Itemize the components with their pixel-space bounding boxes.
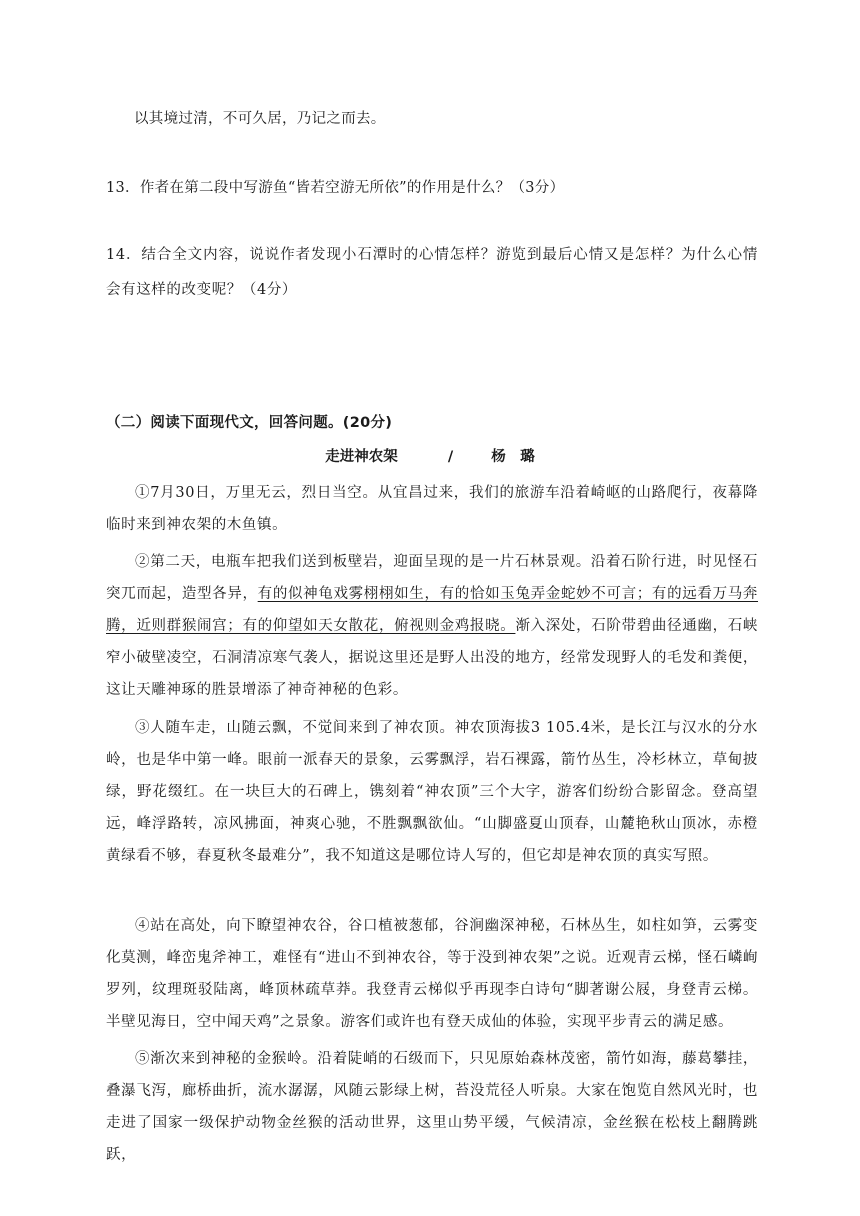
- article-title: 走进神农架: [325, 449, 398, 465]
- article-title-line: [0, 447, 860, 467]
- question-13: 13．作者在第二段中写游鱼“皆若空游无所依”的作用是什么？（3分）: [106, 180, 565, 196]
- section-heading: （二）阅读下面现代文，回答问题。(20分): [106, 415, 393, 431]
- paragraph-2: [106, 546, 758, 706]
- question-14: 14．结合全文内容，说说作者发现小石潭时的心情怎样？游览到最后心情又是怎样？为什么心情会有这样的改变呢？（4分）: [106, 247, 758, 298]
- title-separator: /: [447, 449, 454, 465]
- paragraph-4: ④站在高处，向下瞭望神农谷，谷口植被葱郁，谷涧幽深神秘，石林丛生，如柱如笋，云雾变化莫测，峰峦鬼斧神工，难怪有“进山不到神农谷，等于没到神农架”之说。近观青云梯，怪石嶙峋罗列，纹理斑驳陆离，峰顶林疏草莽。我登青云梯似乎再现李白诗句“脚著谢公屐，身登青云梯。半壁见海日，空中闻天鸡”之景象。游客们或许也有登天成仙的体验，实现平步青云的满足感。: [106, 918, 758, 1030]
- paragraph-2-end: 渐入深处，石阶带碧曲径通幽，石峡窄小破壁凌空，石洞清凉寒气袭人，据说这里还是野人出没的地方，经常发现野人的毛发和粪便，这让天雕神琢的胜景增添了神奇神秘的色彩。: [106, 618, 758, 698]
- lead-line: 以其境过清，不可久居，乃记之而去。: [134, 111, 386, 127]
- paragraph-2-start: ②第二天，电瓶车把我们送到板壁岩，迎面呈现的是一片石林景观。沿着石阶行进，时见怪石突兀而起，造型各异，: [106, 554, 758, 602]
- paragraph-5: ⑤渐次来到神秘的金猴岭。沿着陡峭的石级而下，只见原始森林茂密，箭竹如海，藤葛攀挂，叠瀑飞泻，廊桥曲折，流水潺潺，风随云影绿上树，苔没荒径人听泉。大家在饱览自然风光时，也走进了国家一级保护动物金丝猴的活动世界，这里山势平缓，气候清凉，金丝猴在松枝上翻腾跳跃，: [106, 1051, 758, 1163]
- article-author: 杨 璐: [491, 449, 535, 465]
- paragraph-1: ①7月30日，万里无云，烈日当空。从宜昌过来，我们的旅游车沿着崎岖的山路爬行，夜幕降临时来到神农架的木鱼镇。: [106, 485, 758, 533]
- paragraph-3: ③人随车走，山随云飘，不觉间来到了神农顶。神农顶海拔3 105.4米，是长江与汉水的分水岭，也是华中第一峰。眼前一派春天的景象，云雾飘浮，岩石裸露，箭竹丛生，冷杉林立，草甸披绿，野花缀红。在一块巨大的石碑上，镌刻着“神农顶”三个大字，游客们纷纷合影留念。登高望远，峰浮路转，凉风拂面，神爽心驰，不胜飘飘欲仙。“山脚盛夏山顶春，山麓艳秋山顶冰，赤橙黄绿看不够，春夏秋冬最难分”，我不知道这是哪位诗人写的，但它却是神农顶的真实写照。: [106, 720, 758, 864]
- paragraph-2-underlined: 有的似神龟戏雾栩栩如生，有的恰如玉兔弄金蛇妙不可言；有的远看万马奔腾，近则群猴闹宫；有的仰望如天女散花，俯视则金鸡报晓。: [106, 586, 759, 634]
